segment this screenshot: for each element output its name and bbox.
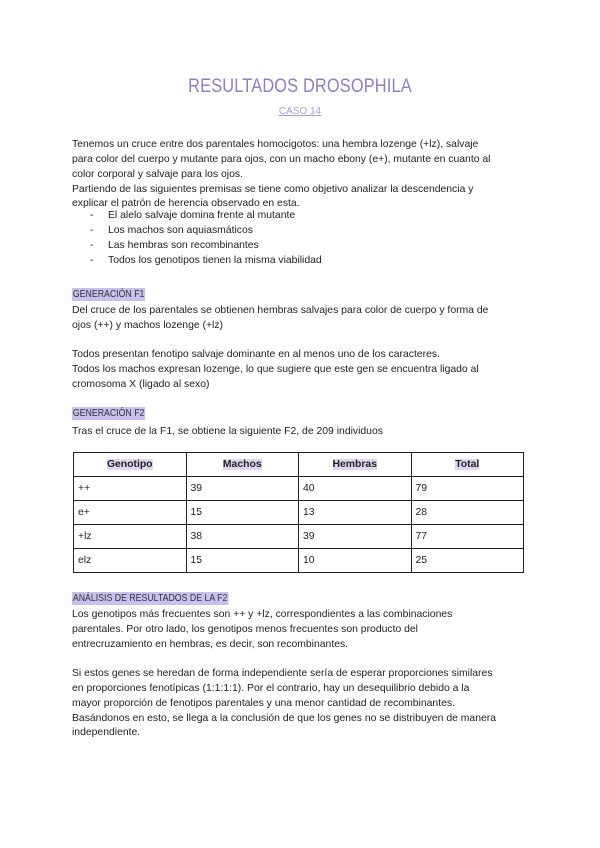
cell-total: 25: [411, 549, 524, 573]
f1-line-2: ojos (++) y machos lozenge (+lz): [72, 320, 224, 331]
cell-genotipo: e+: [74, 501, 187, 525]
intro-line-5: explicar el patrón de herencia observado en esta.: [72, 198, 300, 209]
intro-line-2: para color del cuerpo y mutante para ojos, con un macho ebony (e+), mutante en cuanto al: [72, 154, 491, 165]
intro-line-1: Tenemos un cruce entre dos parentales homocigotos: una hembra lozenge (+lz), salvaje: [72, 139, 479, 150]
table-header-row: [74, 453, 524, 477]
f1-line-4: Todos presentan fenotipo salvaje dominante en al menos uno de los caracteres.: [72, 349, 440, 360]
table-row: [74, 525, 524, 549]
f1-line-5: Todos los machos expresan lozenge, lo que sugiere que este gen se encuentra ligado al: [72, 364, 479, 375]
cell-genotipo: ++: [74, 477, 187, 501]
list-item: - Todos los genotipos tienen la misma viabilidad: [90, 253, 322, 268]
analysis-line-5: Si estos genes se heredan de forma independiente sería de esperar proporciones similares: [72, 668, 493, 679]
list-item: - El alelo salvaje domina frente al mutante: [90, 208, 322, 223]
cell-total: 77: [411, 525, 524, 549]
cell-hembras: 39: [299, 525, 412, 549]
analysis-line-7: mayor proporción de fenotipos parentales y una menor cantidad de recombinantes.: [72, 698, 455, 709]
cell-hembras: 13: [299, 501, 412, 525]
table-row: [74, 501, 524, 525]
list-item: - Los machos son aquiasmáticos: [90, 223, 322, 238]
cell-genotipo: +lz: [74, 525, 187, 549]
header-genotipo: Genotipo: [74, 453, 187, 477]
f1-heading: GENERACIÓN F1: [72, 289, 145, 300]
header-total: Total: [411, 453, 524, 477]
cell-machos: 39: [186, 477, 299, 501]
intro-line-3: color corporal y salvaje para los ojos.: [72, 169, 243, 180]
f2-heading: GENERACIÓN F2: [72, 408, 145, 419]
table-row: [74, 549, 524, 573]
f2-results-table: [73, 452, 524, 573]
page-title: RESULTADOS DROSOPHILA: [188, 76, 412, 97]
analysis-heading: ANÁLISIS DE RESULTADOS DE LA F2: [72, 593, 228, 604]
cell-machos: 38: [186, 525, 299, 549]
cell-machos: 15: [186, 549, 299, 573]
cell-total: 79: [411, 477, 524, 501]
cell-genotipo: elz: [74, 549, 187, 573]
f2-line: Tras el cruce de la F1, se obtiene la siguiente F2, de 209 individuos: [72, 426, 383, 437]
case-subtitle: CASO 14: [278, 106, 322, 117]
f1-line-6: cromosoma X (ligado al sexo): [72, 379, 210, 390]
analysis-line-6: en proporciones fenotípicas (1:1:1:1). Por el contrario, hay un desequilibrio debido a la: [72, 683, 470, 694]
cell-total: 28: [411, 501, 524, 525]
table-row: [74, 477, 524, 501]
analysis-line-2: parentales. Por otro lado, los genotipos menos frecuentes son producto del: [72, 624, 418, 635]
intro-line-4: Partiendo de las siguientes premisas se tiene como objetivo analizar la descendencia y: [72, 184, 474, 195]
analysis-line-9: independiente.: [72, 727, 141, 738]
analysis-line-1: Los genotipos más frecuentes son ++ y +lz, correspondientes a las combinaciones: [72, 609, 453, 620]
cell-hembras: 40: [299, 477, 412, 501]
cell-hembras: 10: [299, 549, 412, 573]
analysis-line-8: Basándonos en esto, se llega a la conclusión de que los genes no se distribuyen de manera: [72, 713, 496, 724]
premises-list: [90, 208, 322, 268]
analysis-line-3: entrecruzamiento en hembras, es decir, son recombinantes.: [72, 639, 349, 650]
header-hembras: Hembras: [299, 453, 412, 477]
list-item: - Las hembras son recombinantes: [90, 238, 322, 253]
cell-machos: 15: [186, 501, 299, 525]
f1-line-1: Del cruce de los parentales se obtienen hembras salvajes para color de cuerpo y forma de: [72, 305, 489, 316]
header-machos: Machos: [186, 453, 299, 477]
